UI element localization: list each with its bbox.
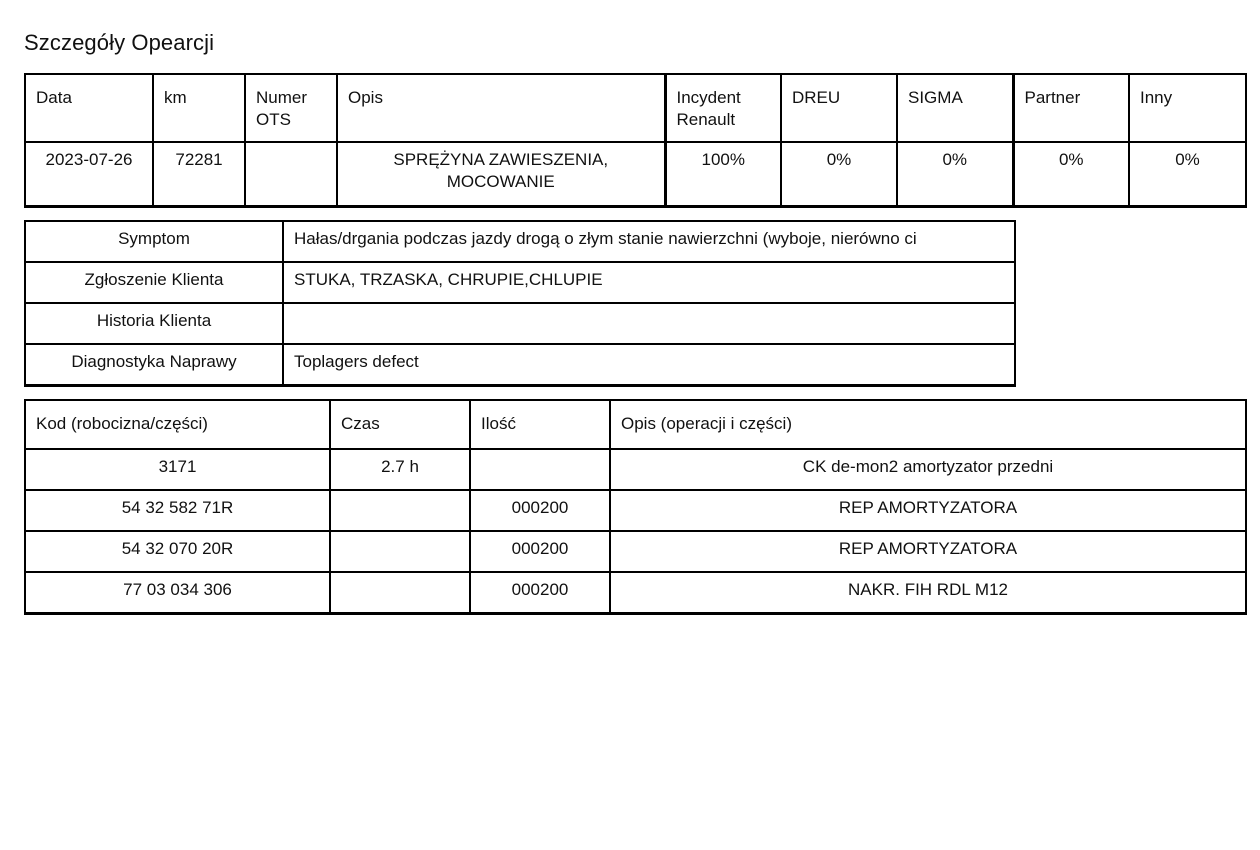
cell-opis-operacji: NAKR. FIH RDL M12 [610, 572, 1246, 613]
operation-header-row [25, 74, 1246, 142]
details-label: Symptom [25, 221, 283, 262]
details-row-diagnostyka-naprawy [25, 344, 1015, 385]
header-data: Data [25, 74, 153, 142]
header-opis-operacji: Opis (operacji i części) [610, 400, 1246, 449]
cell-czas: 2.7 h [330, 449, 470, 490]
details-row-historia-klienta [25, 303, 1015, 344]
cell-czas [330, 572, 470, 613]
header-inny: Inny [1129, 74, 1246, 142]
cell-kod: 54 32 582 71R [25, 490, 330, 531]
cell-opis-operacji: REP AMORTYZATORA [610, 531, 1246, 572]
header-dreu: DREU [781, 74, 897, 142]
cell-opis-operacji: REP AMORTYZATORA [610, 490, 1246, 531]
table-row [25, 572, 1246, 613]
details-value: STUKA, TRZASKA, CHRUPIE,CHLUPIE [283, 262, 1015, 303]
header-incydent-renault: Incydent Renault [665, 74, 781, 142]
cell-ilosc: 000200 [470, 572, 610, 613]
cell-ilosc: 000200 [470, 531, 610, 572]
header-kod: Kod (robocizna/części) [25, 400, 330, 449]
header-numer-ots: Numer OTS [245, 74, 337, 142]
details-row-symptom [25, 221, 1015, 262]
details-value [283, 303, 1015, 344]
operation-table [24, 73, 1247, 208]
cell-numer-ots [245, 142, 337, 206]
cell-czas [330, 490, 470, 531]
details-label: Historia Klienta [25, 303, 283, 344]
operation-row [25, 142, 1246, 206]
cell-czas [330, 531, 470, 572]
parts-header-row [25, 400, 1246, 449]
header-ilosc: Ilość [470, 400, 610, 449]
cell-incydent-renault: 100% [665, 142, 781, 206]
cell-opis: SPRĘŻYNA ZAWIESZENIA, MOCOWANIE [337, 142, 665, 206]
cell-sigma: 0% [897, 142, 1013, 206]
cell-opis-operacji: CK de-mon2 amortyzator przedni [610, 449, 1246, 490]
details-label: Diagnostyka Naprawy [25, 344, 283, 385]
table-row [25, 531, 1246, 572]
details-value: Toplagers defect [283, 344, 1015, 385]
cell-ilosc: 000200 [470, 490, 610, 531]
details-table [24, 220, 1016, 387]
details-value: Hałas/drgania podczas jazdy drogą o złym stanie nawierzchni (wyboje, nierówno ci [283, 221, 1015, 262]
cell-ilosc [470, 449, 610, 490]
header-opis: Opis [337, 74, 665, 142]
cell-dreu: 0% [781, 142, 897, 206]
page-title: Szczegóły Opearcji [24, 30, 215, 55]
cell-km: 72281 [153, 142, 245, 206]
cell-inny: 0% [1129, 142, 1246, 206]
cell-kod: 3171 [25, 449, 330, 490]
header-sigma: SIGMA [897, 74, 1013, 142]
table-row [25, 449, 1246, 490]
cell-kod: 54 32 070 20R [25, 531, 330, 572]
details-row-zgloszenie-klienta [25, 262, 1015, 303]
header-partner: Partner [1013, 74, 1129, 142]
table-row [25, 490, 1246, 531]
cell-data: 2023-07-26 [25, 142, 153, 206]
header-czas: Czas [330, 400, 470, 449]
parts-table [24, 399, 1247, 615]
cell-partner: 0% [1013, 142, 1129, 206]
header-km: km [153, 74, 245, 142]
details-label: Zgłoszenie Klienta [25, 262, 283, 303]
cell-kod: 77 03 034 306 [25, 572, 330, 613]
